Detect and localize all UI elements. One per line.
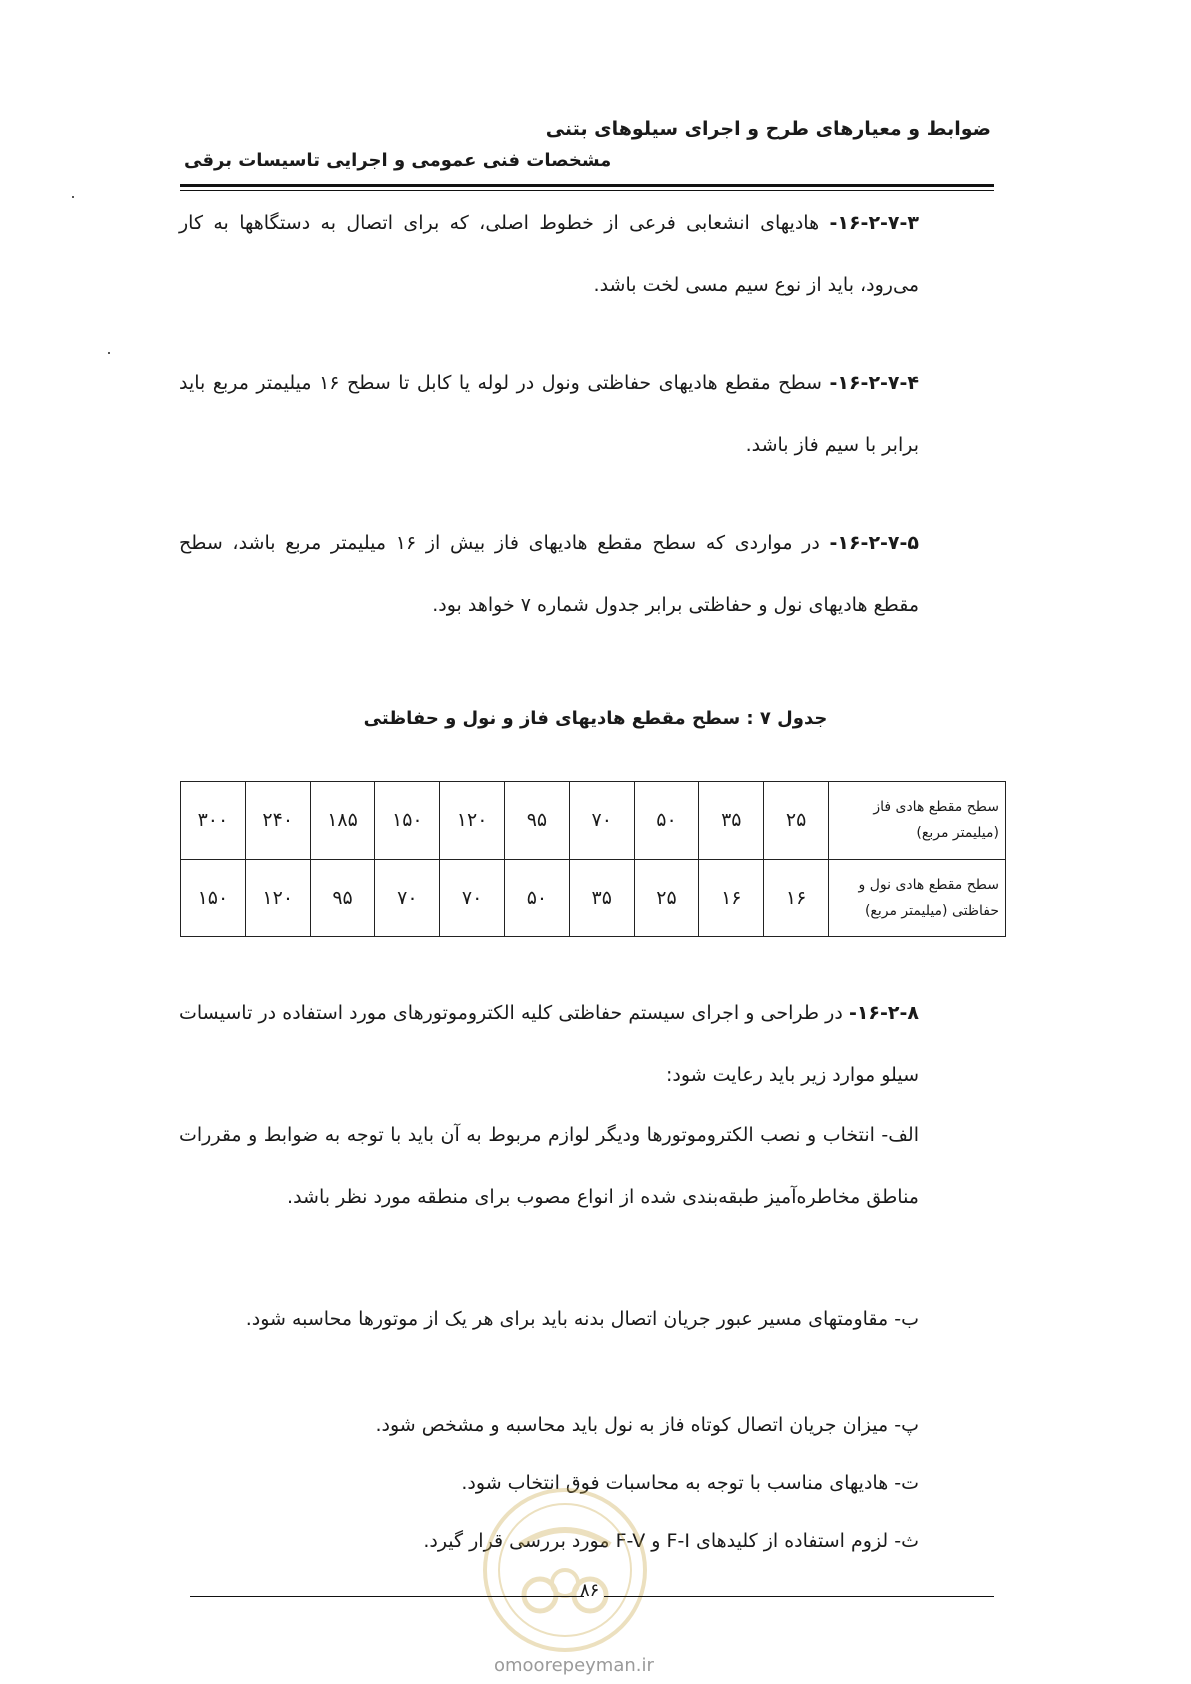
item-te: ت- هادیهای مناسب با توجه به محاسبات فوق انتخاب شود. xyxy=(461,1472,919,1494)
section-16-2-8 xyxy=(179,982,919,1106)
item-alef: الف- انتخاب و نصب الکتروموتورها ودیگر لوازم مربوط به آن باید با توجه به ضوابط و مقررات مناطق مخاطره‌آمیز طبقه‌بندی شده از انواع مصوب برای منطقه مورد نظر باشد. xyxy=(179,1124,919,1208)
table-cell: ۱۶ xyxy=(699,859,764,937)
row-label-neutral: سطح مقطع هادی نول و حفاظتی (میلیمتر مربع) xyxy=(829,859,1006,937)
table-cell: ۷۰ xyxy=(569,782,634,860)
conductor-size-table xyxy=(180,781,1006,937)
table-cell: ۱۶ xyxy=(764,859,829,937)
section-number: ۱۶-۲-۷-۵- xyxy=(829,532,919,554)
table-cell: ۲۵ xyxy=(764,782,829,860)
header-rule-thick xyxy=(180,184,994,187)
section-16-2-7-3 xyxy=(179,192,919,316)
section-16-2-7-4 xyxy=(179,352,919,476)
table-cell: ۲۴۰ xyxy=(245,782,310,860)
table-row-phase xyxy=(181,782,1006,860)
table-cell: ۱۸۵ xyxy=(310,782,375,860)
table-cell: ۳۰۰ xyxy=(181,782,246,860)
table-cell: ۹۵ xyxy=(310,859,375,937)
scan-speck xyxy=(72,196,74,198)
publisher-seal-icon xyxy=(480,1485,650,1655)
footer-rule-left xyxy=(190,1596,584,1597)
table-cell: ۱۵۰ xyxy=(375,782,440,860)
section-16-2-7-5 xyxy=(179,512,919,636)
row-label-phase: سطح مقطع هادی فاز (میلیمتر مربع) xyxy=(829,782,1006,860)
chapter-title: مشخصات فنی عمومی و اجرایی تاسیسات برقی xyxy=(184,150,612,171)
section-number: ۱۶-۲-۷-۴- xyxy=(829,372,919,394)
section-text: سطح مقطع هادیهای حفاظتی ونول در لوله یا کابل تا سطح ۱۶ میلیمتر مربع باید برابر با سیم فاز باشد. xyxy=(179,372,919,456)
section-text: هادیهای انشعابی فرعی از خطوط اصلی، که برای اتصال به دستگاهها به کار می‌رود، باید از نوع سیم مسی لخت باشد. xyxy=(179,212,919,296)
table-cell: ۵۰ xyxy=(505,859,570,937)
page-number: ۸۶ xyxy=(580,1580,600,1601)
table-cell: ۵۰ xyxy=(634,782,699,860)
scan-speck xyxy=(108,352,110,354)
table-cell: ۷۰ xyxy=(375,859,440,937)
section-text: در طراحی و اجرای سیستم حفاظتی کلیه الکتروموتورهای مورد استفاده در تاسیسات سیلو موارد زیر باید رعایت شود: xyxy=(179,1002,919,1086)
section-number: ۱۶-۲-۸- xyxy=(848,1002,919,1024)
site-watermark: omoorepeyman.ir xyxy=(494,1655,654,1676)
item-be: ب- مقاومتهای مسیر عبور جریان اتصال بدنه باید برای هر یک از موتورها محاسبه شود. xyxy=(245,1308,919,1330)
section-number: ۱۶-۲-۷-۳- xyxy=(829,212,919,234)
table-caption: جدول ۷ : سطح مقطع هادیهای فاز و نول و حفاظتی xyxy=(363,708,828,729)
table-cell: ۹۵ xyxy=(505,782,570,860)
table-cell: ۲۵ xyxy=(634,859,699,937)
table-row-neutral xyxy=(181,859,1006,937)
header-rule-thin xyxy=(180,190,994,191)
section-text: در مواردی که سطح مقطع هادیهای فاز بیش از ۱۶ میلیمتر مربع باشد، سطح مقطع هادیهای نول و حفاظتی برابر جدول شماره ۷ خواهد بود. xyxy=(179,532,919,616)
table-cell: ۷۰ xyxy=(440,859,505,937)
table-cell: ۱۲۰ xyxy=(245,859,310,937)
table-cell: ۳۵ xyxy=(699,782,764,860)
item-pe: پ- میزان جریان اتصال کوتاه فاز به نول باید محاسبه و مشخص شود. xyxy=(375,1414,919,1436)
table-cell: ۱۵۰ xyxy=(181,859,246,937)
book-title: ضوابط و معیارهای طرح و اجرای سیلوهای بتنی xyxy=(545,118,991,140)
footer-rule-right xyxy=(604,1596,994,1597)
table-cell: ۳۵ xyxy=(569,859,634,937)
item-se: ث- لزوم استفاده از کلیدهای F-I و F-V مورد بررسی قرار گیرد. xyxy=(423,1530,919,1552)
table-cell: ۱۲۰ xyxy=(440,782,505,860)
